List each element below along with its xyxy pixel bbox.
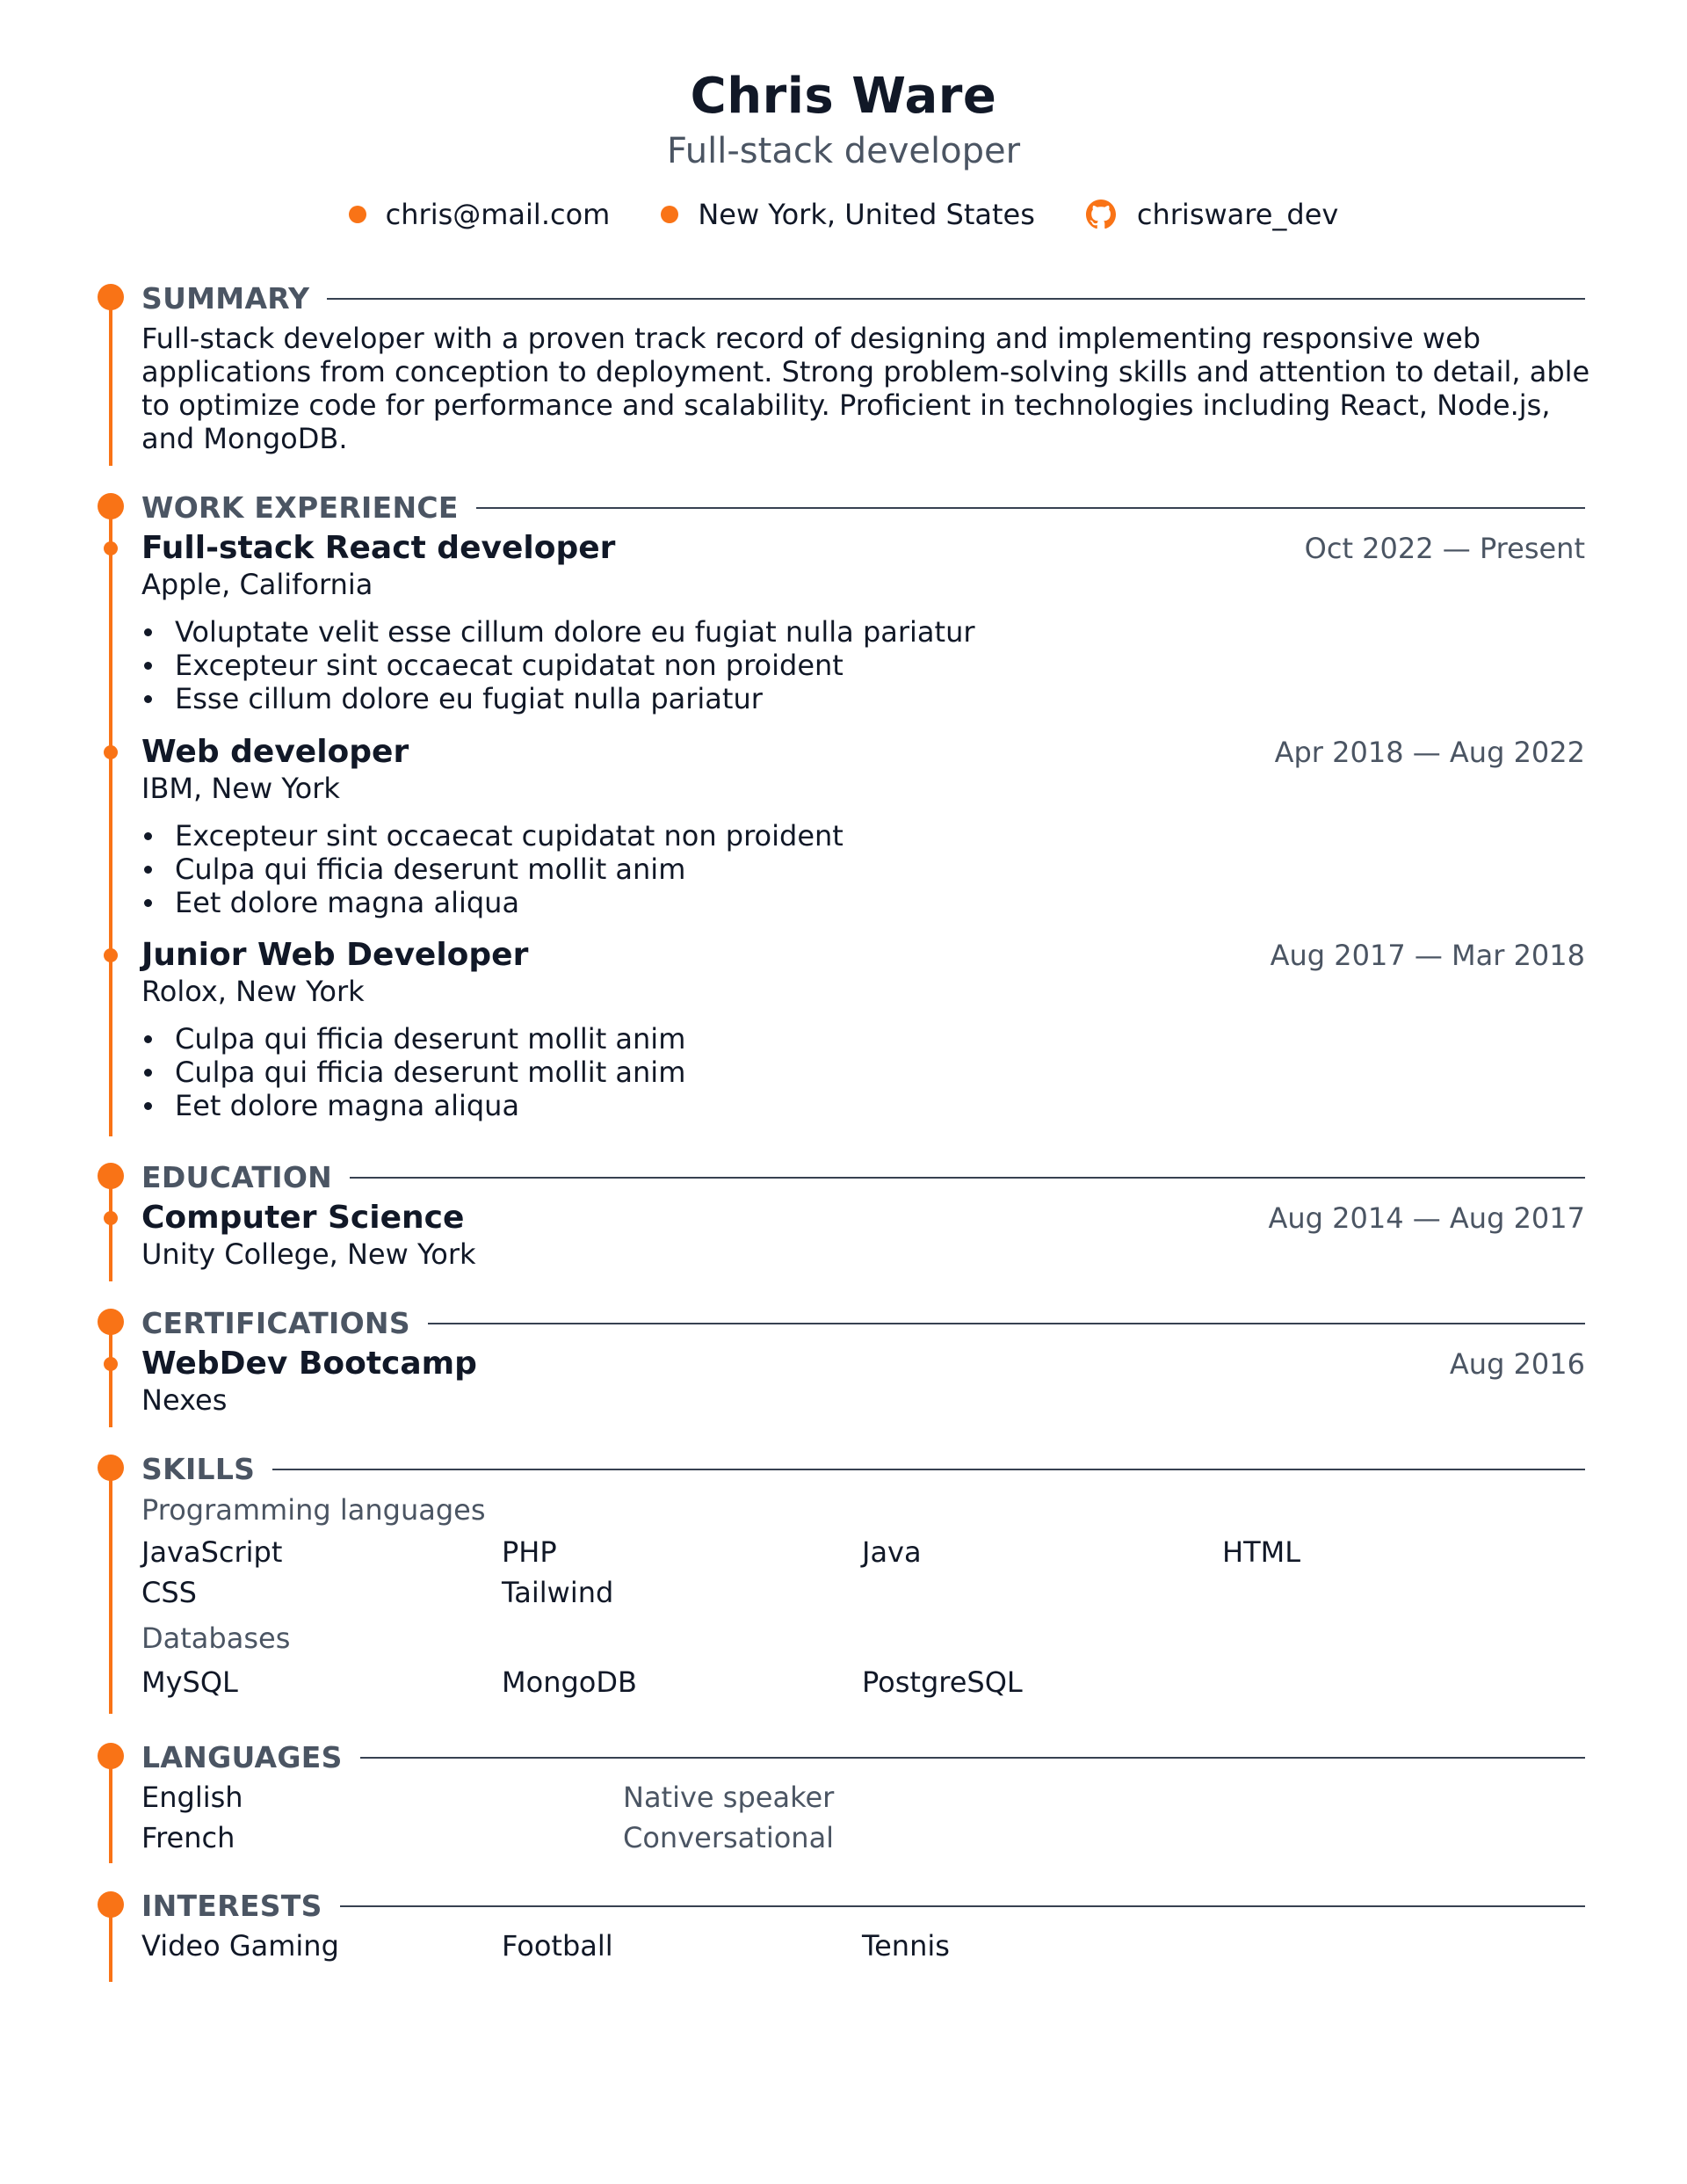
section-title: LANGUAGES [141, 1740, 343, 1774]
contact-email-text: chris@mail.com [385, 198, 611, 231]
job-date: Oct 2022 — Present [1304, 532, 1585, 565]
section-title: WORK EXPERIENCE [141, 490, 459, 525]
contact-github-text: chrisware_dev [1136, 198, 1339, 231]
skill-category: Databases [141, 1622, 291, 1655]
section-divider [272, 1469, 1585, 1470]
section-divider [327, 298, 1585, 300]
section-title: SUMMARY [141, 281, 310, 316]
timeline-subdot [104, 948, 118, 962]
list-item: Excepteur sint occaecat cupidatat non proident [141, 649, 975, 682]
language-list [141, 1777, 1062, 1858]
skill-item: PHP [502, 1535, 557, 1569]
language-name: English [141, 1781, 243, 1814]
job-org: Apple, California [141, 568, 373, 601]
contact-email[interactable] [349, 193, 611, 236]
timeline-line [109, 506, 112, 1136]
language-name: French [141, 1821, 235, 1854]
skill-item: Tailwind [502, 1576, 614, 1609]
contact-list [0, 193, 1687, 236]
skill-item: PostgreSQL [862, 1665, 1023, 1699]
timeline-line [109, 1322, 112, 1427]
bullet-dot-icon [349, 206, 366, 223]
section-title: SKILLS [141, 1452, 256, 1486]
timeline-line [109, 1468, 112, 1714]
interest-item: Tennis [862, 1929, 950, 1963]
list-item: Eet dolore magna aliqua [141, 886, 844, 919]
contact-github[interactable] [1086, 193, 1338, 236]
interest-list [141, 1926, 1222, 1966]
skill-list [141, 1662, 1582, 1702]
timeline-line [109, 1756, 112, 1863]
contact-location-text: New York, United States [698, 198, 1035, 231]
job-bullets [141, 819, 844, 919]
list-item: Culpa qui fficia deserunt mollit anim [141, 853, 844, 886]
resume-header [0, 62, 1687, 176]
skill-item: JavaScript [141, 1535, 283, 1569]
list-item: Esse cillum dolore eu fugiat nulla pariatur [141, 682, 975, 715]
candidate-role: Full-stack developer [666, 131, 1021, 171]
list-item: Culpa qui fficia deserunt mollit anim [141, 1022, 685, 1056]
job-org: IBM, New York [141, 772, 340, 805]
section-title: INTERESTS [141, 1889, 322, 1923]
section-title: CERTIFICATIONS [141, 1306, 410, 1340]
section-divider [350, 1177, 1585, 1179]
education-date: Aug 2014 — Aug 2017 [1268, 1201, 1585, 1235]
job-title: Web developer [141, 734, 409, 770]
language-row [141, 1818, 1062, 1858]
timeline-dot [98, 284, 124, 310]
section-divider [476, 507, 1585, 509]
timeline-dot [98, 1455, 124, 1481]
contact-location [661, 193, 1035, 236]
timeline-dot [98, 493, 124, 519]
timeline-subdot [104, 1211, 118, 1225]
list-item: Eet dolore magna aliqua [141, 1089, 685, 1122]
job-date: Apr 2018 — Aug 2022 [1274, 736, 1585, 769]
list-item: Culpa qui fficia deserunt mollit anim [141, 1056, 685, 1089]
language-level: Native speaker [623, 1781, 835, 1814]
timeline-dot [98, 1743, 124, 1769]
section-divider [428, 1323, 1585, 1324]
skill-item: MySQL [141, 1665, 238, 1699]
interest-item: Video Gaming [141, 1929, 339, 1963]
certification-name: WebDev Bootcamp [141, 1346, 477, 1382]
certification-date: Aug 2016 [1449, 1347, 1585, 1381]
timeline-subdot [104, 745, 118, 759]
job-date: Aug 2017 — Mar 2018 [1270, 939, 1585, 972]
language-row [141, 1777, 1062, 1818]
education-degree: Computer Science [141, 1200, 465, 1236]
timeline-subdot [104, 1357, 118, 1371]
job-bullets [141, 615, 975, 715]
skill-item: Java [862, 1535, 922, 1569]
skill-item: MongoDB [502, 1665, 637, 1699]
language-level: Conversational [623, 1821, 835, 1854]
candidate-name: Chris Ware [690, 68, 997, 125]
section-divider [360, 1757, 1585, 1759]
job-title: Full-stack React developer [141, 530, 616, 566]
skill-item: CSS [141, 1576, 197, 1609]
section-title: EDUCATION [141, 1160, 333, 1194]
list-item: Excepteur sint occaecat cupidatat non proident [141, 819, 844, 853]
job-bullets [141, 1022, 685, 1122]
education-school: Unity College, New York [141, 1237, 476, 1271]
list-item: Voluptate velit esse cillum dolore eu fugiat nulla pariatur [141, 615, 975, 649]
timeline-dot [98, 1309, 124, 1335]
job-org: Rolox, New York [141, 975, 365, 1008]
job-title: Junior Web Developer [141, 937, 529, 973]
timeline-dot [98, 1163, 124, 1189]
interest-item: Football [502, 1929, 613, 1963]
skill-list [141, 1532, 1582, 1613]
timeline-dot [98, 1891, 124, 1918]
timeline-subdot [104, 541, 118, 555]
summary-text: Full-stack developer with a proven track record of designing and implementing responsive web applications from conception to deployment. Strong problem-solving skills and attention to detail, able to optimize code for performance and scalability. Proficient in technologies including React, Node.js, and MongoDB. [141, 322, 1590, 455]
section-divider [340, 1905, 1585, 1907]
github-icon [1086, 200, 1116, 229]
bullet-dot-icon [661, 206, 678, 223]
certification-issuer: Nexes [141, 1383, 228, 1417]
timeline-line [109, 297, 112, 466]
skill-item: HTML [1222, 1535, 1301, 1569]
skill-category: Programming languages [141, 1493, 486, 1527]
timeline-line [109, 1176, 112, 1281]
